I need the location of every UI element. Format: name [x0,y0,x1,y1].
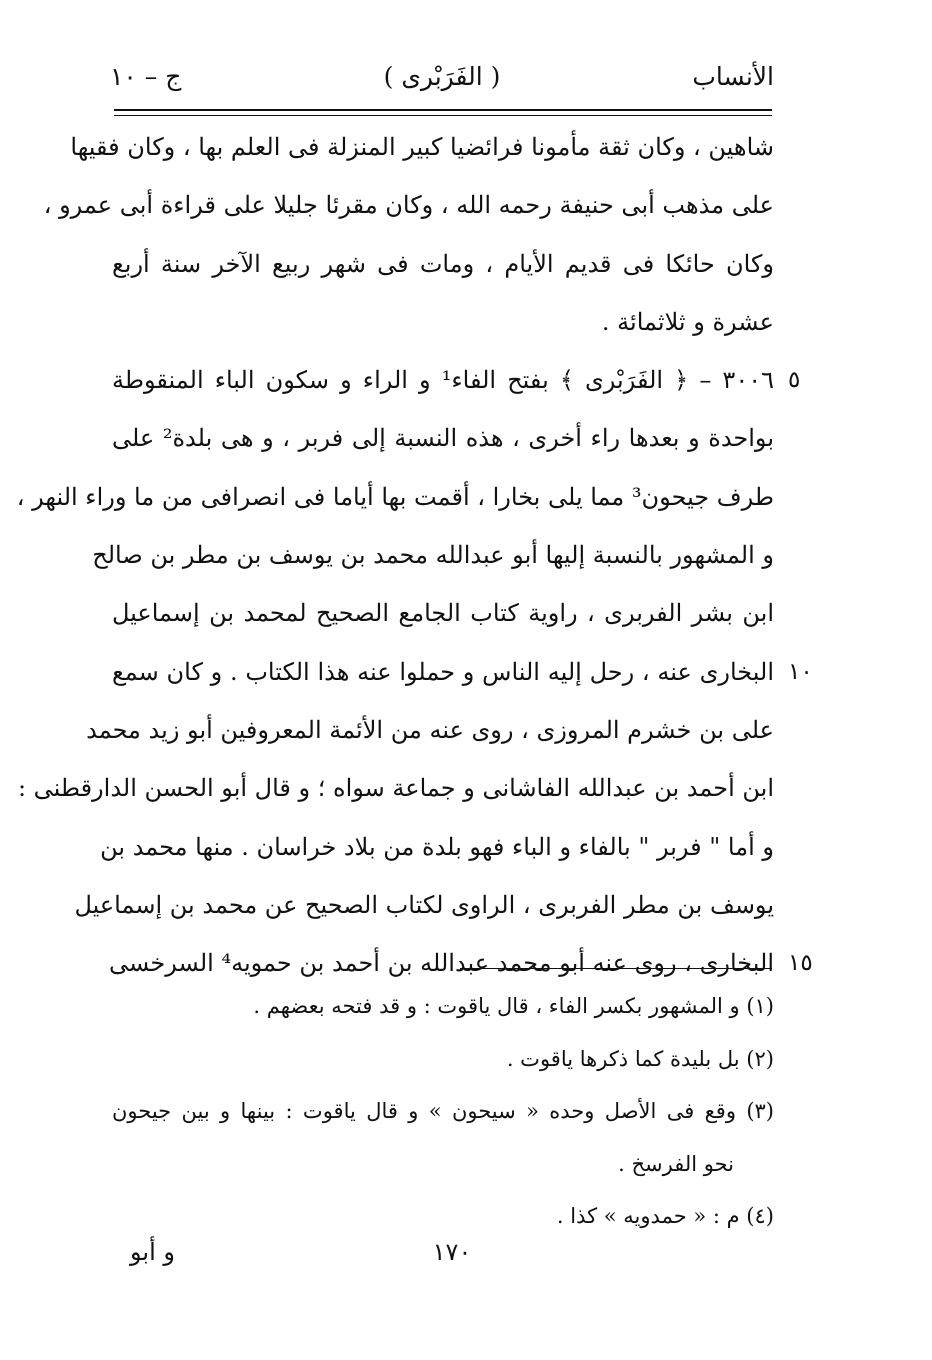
catchword: و أبو [130,1238,175,1266]
footnote: (٤) م : « حمدويه » كذا . [556,1204,774,1229]
text-line [112,643,813,701]
volume-number: ج – ١٠ [110,62,182,91]
text-line-content: طرف جيحون³ مما يلى بخارا ، أقمت بها أياما فى انصرافى من ما وراء النهر ، [16,482,774,511]
text-line-content: و أما " فربر " بالفاء و الباء فهو بلدة من بلاد خراسان . منها محمد بن [100,832,774,861]
text-line-content: البخارى عنه ، رحل إليه الناس و حملوا عنه هذا الكتاب . و كان سمع [112,657,774,686]
text-line-content: البخارى ، روى عنه أبو محمد عبدالله بن أحمد بن حمويه⁴ السرخسى [108,949,774,978]
text-line-content: ابن أحمد بن عبدالله الفاشانى و جماعة سواه ؛ و قال أبو الحسن الدارقطنى : [17,774,774,803]
header-rule-thick [114,109,772,111]
header-rule-thin [114,115,772,116]
text-line [112,351,801,409]
text-line-content: عشرة و ثلاثمائة . [601,307,774,336]
footnote: (١) و المشهور بكسر الفاء ، قال ياقوت : و قد فتحه بعضهم . [253,994,774,1018]
footnotes [112,980,774,1243]
text-line-content: وكان حائكا فى قديم الأيام ، ومات فى شهر ربيع الآخر سنة أربع [112,249,774,278]
text-line [92,526,774,584]
text-line [43,176,774,234]
line-number: ١٥ [788,950,813,977]
page-number: ١٧٠ [432,1238,472,1266]
text-line-content: على مذهب أبى حنيفة رحمه الله ، وكان مقرئا جليلا على قراءة أبى عمرو ، [43,191,774,220]
text-line [112,235,774,293]
text-line [74,876,774,934]
text-line [16,468,774,526]
text-line [17,759,774,817]
text-line [100,818,774,876]
main-text [16,118,813,992]
text-line [70,118,774,176]
running-header [110,62,774,102]
text-line [112,293,774,351]
entry-title: ( الفَرَبْرى ) [383,62,501,91]
footnote: نحو الفرسخ . [618,1151,734,1176]
text-line-content: بواحدة و بعدها راء أخرى ، هذه النسبة إلى فربر ، و هى بلدة² على [112,424,774,453]
footnote: (٣) وقع فى الأصل وحده « سيحون » و قال ياقوت : بينها و بين جيحون [112,1099,774,1124]
text-line-content: ابن بشر الفربرى ، راوية كتاب الجامع الصحيح لمحمد بن إسماعيل [112,599,774,628]
text-line [112,584,774,642]
line-number: ١٠ [788,658,813,685]
text-line-content: شاهين ، وكان ثقة مأمونا فرائضيا كبير المنزلة فى العلم بها ، وكان فقيها [70,133,774,161]
text-line-content: و المشهور بالنسبة إليها أبو عبدالله محمد بن يوسف بن مطر بن صالح [92,541,774,570]
line-number: ٥ [788,367,801,394]
text-line [86,701,774,759]
text-line-content: على بن خشرم المروزى ، روى عنه من الأئمة المعروفين أبو زيد محمد [86,715,774,744]
footnote: (٢) بل بليدة كما ذكرها ياقوت . [506,1046,774,1071]
text-line [112,409,774,467]
footnote-separator [460,968,772,969]
page-footer [130,1238,774,1278]
text-line-content: يوسف بن مطر الفربرى ، الراوى لكتاب الصحيح عن محمد بن إسماعيل [74,890,774,919]
text-line-content: ٣٠٠٦ – ﴿ الفَرَبْرى ﴾ بفتح الفاء¹ و الراء و سكون الباء المنقوطة [112,366,774,395]
book-title: الأنساب [692,62,774,91]
